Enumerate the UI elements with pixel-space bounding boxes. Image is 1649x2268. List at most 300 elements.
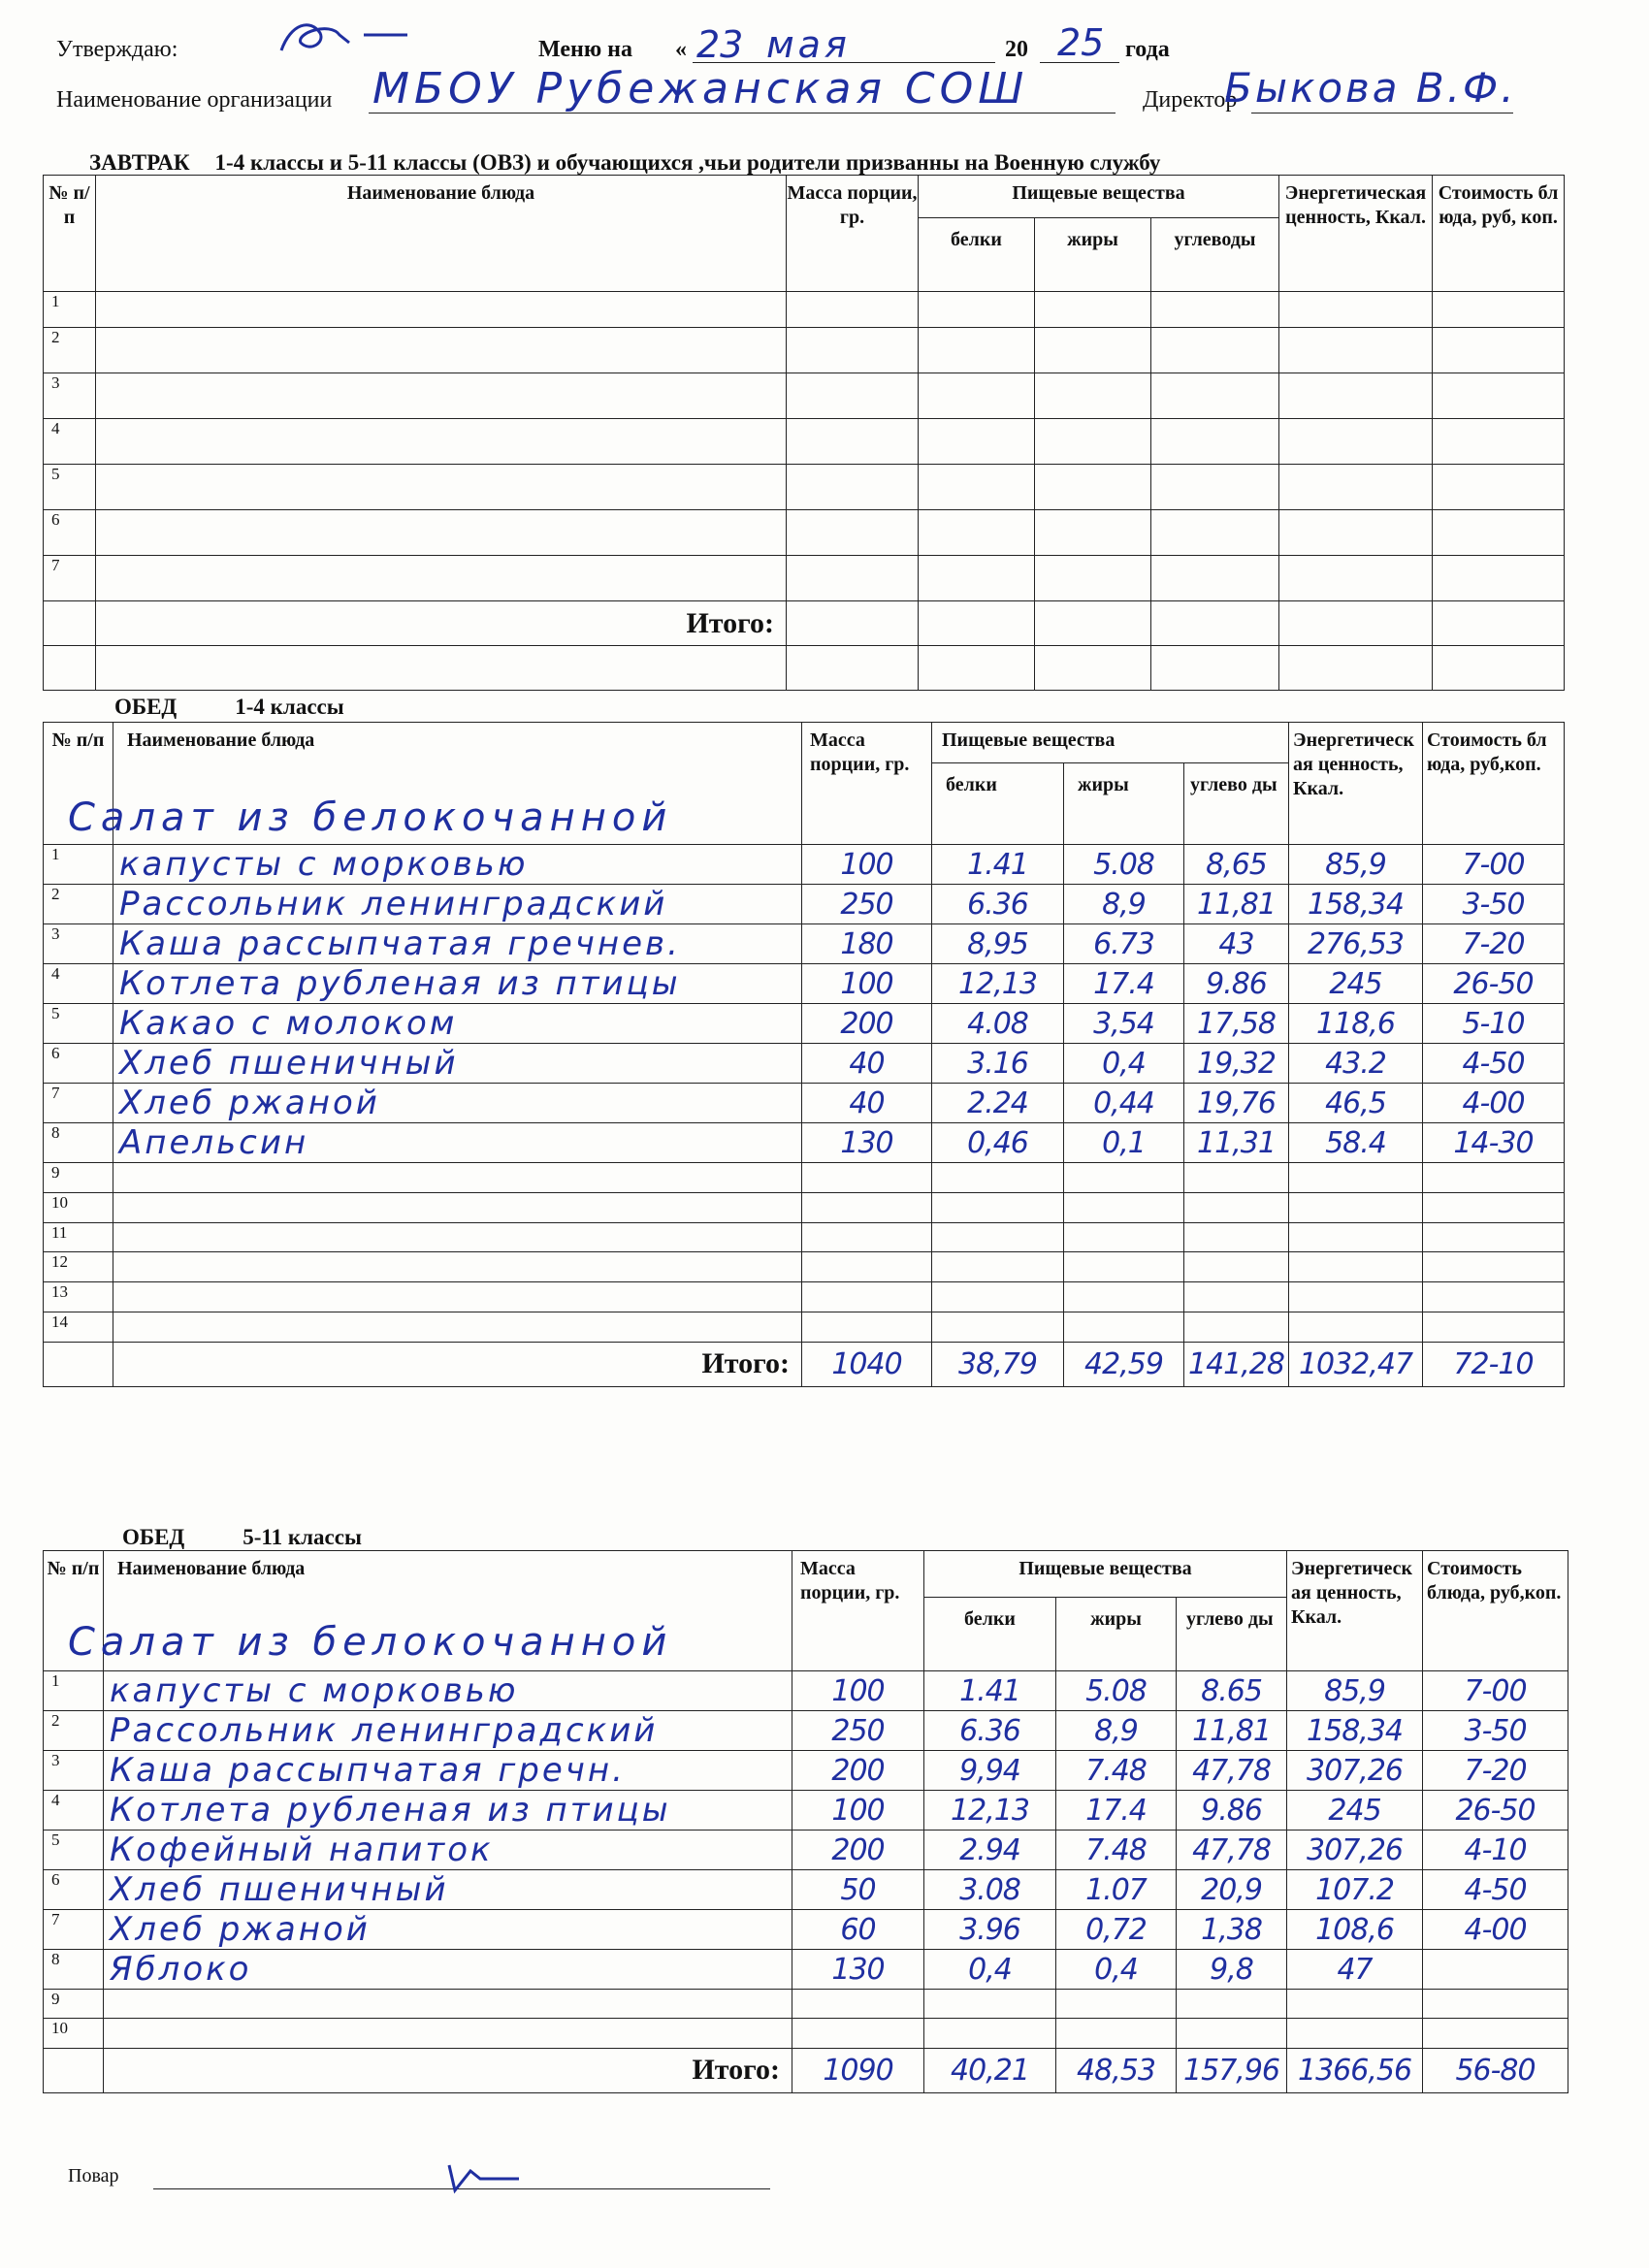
dish-mass: 130 [802, 1123, 932, 1163]
total-row [44, 1342, 1565, 1386]
year-prefix: 20 [1005, 37, 1028, 62]
empty-cell [1433, 292, 1565, 328]
empty-cell [1035, 601, 1151, 646]
row-number: 14 [44, 1312, 113, 1342]
row-number: 8 [44, 1950, 104, 1990]
col-header-mass: Масса порции, гр. [792, 1551, 924, 1671]
lunch1-first-dish-line: Салат из белокочанной [68, 795, 673, 840]
row-number: 11 [44, 1222, 113, 1252]
dish-cost: 4-50 [1423, 1870, 1568, 1910]
director-name: Быкова В.Ф. [1224, 64, 1517, 112]
dish-cost: 7-20 [1423, 1751, 1568, 1791]
dish-fat: 0,4 [1064, 1044, 1184, 1084]
row-number: 1 [44, 845, 113, 885]
empty-cell [1279, 328, 1433, 373]
table-row [44, 1252, 1565, 1282]
dish-mass [802, 1222, 932, 1252]
empty-cell [1433, 646, 1565, 691]
row-number: 10 [44, 2019, 104, 2048]
dish-energy: 43.2 [1289, 1044, 1423, 1084]
empty-cell [96, 419, 787, 465]
dish-carbs: 47,78 [1177, 1831, 1287, 1870]
dish-name: капусты с морковью [104, 1671, 792, 1711]
col-header-number: № п/п [44, 723, 113, 845]
dish-cost [1423, 1990, 1568, 2019]
dish-energy: 58.4 [1289, 1123, 1423, 1163]
empty-cell [1279, 419, 1433, 465]
empty-cell [44, 601, 96, 646]
dish-name: Яблоко [104, 1950, 792, 1990]
empty-cell [919, 419, 1035, 465]
empty-cell [44, 2048, 104, 2092]
dish-fat: 0,4 [1056, 1950, 1177, 1990]
menu-date-day: 23 [696, 23, 744, 66]
empty-cell [787, 465, 919, 510]
dish-energy: 107.2 [1287, 1870, 1423, 1910]
empty-cell [1433, 510, 1565, 556]
col-header-name: Наименование блюда [104, 1551, 792, 1671]
empty-cell [787, 373, 919, 419]
empty-cell [1433, 328, 1565, 373]
dish-carbs [1177, 1990, 1287, 2019]
dish-energy: 276,53 [1289, 924, 1423, 964]
row-number: 2 [44, 885, 113, 924]
table-row [44, 1282, 1565, 1312]
dish-energy: 307,26 [1287, 1751, 1423, 1791]
table-row [44, 1222, 1565, 1252]
table-row [44, 1751, 1568, 1791]
dish-name: Хлеб пшеничный [104, 1870, 792, 1910]
dish-name: Каша рассыпчатая гречнев. [113, 924, 802, 964]
table-row [44, 328, 1565, 373]
dish-mass [802, 1252, 932, 1282]
breakfast-subtitle: 1-4 классы и 5-11 классы (ОВЗ) и обучающихся ,чьи родители призванны на Военную службу [214, 150, 1161, 175]
dish-fat: 1.07 [1056, 1870, 1177, 1910]
total-mass: 1040 [802, 1342, 932, 1386]
dish-carbs: 11,81 [1177, 1711, 1287, 1751]
table-row [44, 1084, 1565, 1123]
table-row [44, 646, 1565, 691]
col-header-name: Наименование блюда [113, 723, 802, 845]
dish-energy: 158,34 [1287, 1711, 1423, 1751]
empty-cell [96, 465, 787, 510]
dish-protein: 6.36 [932, 885, 1064, 924]
dish-mass: 200 [802, 1004, 932, 1044]
dish-cost [1423, 1282, 1565, 1312]
dish-protein: 1.41 [924, 1671, 1056, 1711]
total-protein: 40,21 [924, 2048, 1056, 2092]
dish-protein [932, 1192, 1064, 1222]
total-fat: 42,59 [1064, 1342, 1184, 1386]
table-row [44, 1831, 1568, 1870]
empty-cell [1279, 601, 1433, 646]
dish-carbs [1184, 1282, 1289, 1312]
col-header-carbs: углево ды [1177, 1598, 1287, 1671]
dish-protein [932, 1222, 1064, 1252]
empty-cell [1279, 556, 1433, 601]
breakfast-section-title [89, 150, 1160, 176]
dish-name: Котлета рубленая из птицы [113, 964, 802, 1004]
table-row [44, 419, 1565, 465]
col-header-energy: Энергетическая ценность, Ккал. [1287, 1551, 1423, 1671]
dish-mass [792, 1990, 924, 2019]
dish-cost [1423, 1222, 1565, 1252]
dish-name [113, 1252, 802, 1282]
empty-cell [1279, 292, 1433, 328]
dish-cost: 3-50 [1423, 885, 1565, 924]
dish-carbs: 8,65 [1184, 845, 1289, 885]
dish-mass: 40 [802, 1044, 932, 1084]
dish-mass: 200 [792, 1751, 924, 1791]
dish-mass [802, 1282, 932, 1312]
empty-cell [1151, 465, 1279, 510]
total-protein: 38,79 [932, 1342, 1064, 1386]
lunch2-title: ОБЕД [122, 1525, 185, 1549]
table-row [44, 1192, 1565, 1222]
col-header-nutrients: Пищевые вещества [932, 723, 1289, 763]
empty-cell [1151, 328, 1279, 373]
year-suffix: 25 [1057, 21, 1105, 64]
dish-cost: 3-50 [1423, 1711, 1568, 1751]
dish-carbs: 47,78 [1177, 1751, 1287, 1791]
dish-carbs: 9.86 [1184, 964, 1289, 1004]
dish-protein [932, 1282, 1064, 1312]
row-number: 3 [44, 373, 96, 419]
col-header-mass: Масса порции, гр. [787, 176, 919, 292]
col-header-name: Наименование блюда [96, 176, 787, 292]
empty-cell [1151, 510, 1279, 556]
dish-fat: 7.48 [1056, 1831, 1177, 1870]
dish-cost: 26-50 [1423, 964, 1565, 1004]
empty-cell [1151, 601, 1279, 646]
dish-protein [924, 1990, 1056, 2019]
total-label: Итого: [104, 2048, 792, 2092]
dish-name [113, 1163, 802, 1193]
approval-signature [272, 14, 417, 62]
total-label: Итого: [96, 601, 787, 646]
empty-cell [1151, 292, 1279, 328]
empty-cell [1279, 373, 1433, 419]
dish-carbs [1184, 1312, 1289, 1342]
dish-cost: 4-50 [1423, 1044, 1565, 1084]
dish-fat: 0,72 [1056, 1910, 1177, 1950]
empty-cell [919, 646, 1035, 691]
breakfast-title: ЗАВТРАК [89, 150, 190, 175]
dish-name [113, 1192, 802, 1222]
lunch1-title: ОБЕД [114, 695, 178, 719]
total-carbs: 157,96 [1177, 2048, 1287, 2092]
dish-energy [1289, 1312, 1423, 1342]
dish-carbs [1177, 2019, 1287, 2048]
table-row [44, 1163, 1565, 1193]
dish-energy: 307,26 [1287, 1831, 1423, 1870]
dish-mass: 50 [792, 1870, 924, 1910]
dish-name: Рассольник ленинградский [104, 1711, 792, 1751]
dish-name: Апельсин [113, 1123, 802, 1163]
col-header-nutrients: Пищевые вещества [924, 1551, 1287, 1598]
dish-name [104, 2019, 792, 2048]
row-number: 3 [44, 924, 113, 964]
dish-name: Каша рассыпчатая гречн. [104, 1751, 792, 1791]
dish-name [113, 1282, 802, 1312]
col-header-number: № п/п [44, 1551, 104, 1671]
dish-fat [1056, 2019, 1177, 2048]
dish-fat: 0,44 [1064, 1084, 1184, 1123]
empty-cell [919, 601, 1035, 646]
dish-protein: 0,46 [932, 1123, 1064, 1163]
dish-fat: 8,9 [1064, 885, 1184, 924]
empty-cell [1433, 556, 1565, 601]
org-label: Наименование организации [56, 87, 333, 113]
row-number: 13 [44, 1282, 113, 1312]
total-carbs: 141,28 [1184, 1342, 1289, 1386]
dish-fat [1064, 1222, 1184, 1252]
lunch2-subtitle: 5-11 классы [242, 1525, 362, 1549]
col-header-energy: Энергетическая ценность, Ккал. [1289, 723, 1423, 845]
dish-carbs [1184, 1252, 1289, 1282]
dish-mass: 130 [792, 1950, 924, 1990]
row-number: 3 [44, 1751, 104, 1791]
director-label: Директор [1143, 87, 1238, 113]
dish-cost [1423, 1252, 1565, 1282]
dish-cost [1423, 2019, 1568, 2048]
table-row [44, 924, 1565, 964]
dish-protein: 6.36 [924, 1711, 1056, 1751]
empty-cell [919, 556, 1035, 601]
lunch2-section-title [122, 1525, 420, 1550]
dish-fat: 8,9 [1056, 1711, 1177, 1751]
row-number: 4 [44, 964, 113, 1004]
dish-fat: 3,54 [1064, 1004, 1184, 1044]
dish-cost: 7-00 [1423, 1671, 1568, 1711]
row-number: 6 [44, 510, 96, 556]
dish-fat: 5.08 [1064, 845, 1184, 885]
table-row [44, 1910, 1568, 1950]
dish-protein: 12,13 [924, 1791, 1056, 1831]
row-number: 7 [44, 1084, 113, 1123]
empty-cell [96, 646, 787, 691]
table-row [44, 1990, 1568, 2019]
table-row [44, 1123, 1565, 1163]
table-row [44, 1044, 1565, 1084]
total-mass: 1090 [792, 2048, 924, 2092]
dish-protein: 8,95 [932, 924, 1064, 964]
empty-cell [96, 510, 787, 556]
dish-name [113, 1222, 802, 1252]
dish-energy: 118,6 [1289, 1004, 1423, 1044]
dish-name [104, 1990, 792, 2019]
row-number: 9 [44, 1163, 113, 1193]
dish-energy: 85,9 [1289, 845, 1423, 885]
dish-name: капусты с морковью [113, 845, 802, 885]
empty-cell [919, 510, 1035, 556]
total-row [44, 2048, 1568, 2092]
quote-open: « [675, 37, 687, 62]
dish-carbs: 9,8 [1177, 1950, 1287, 1990]
col-header-protein: белки [919, 218, 1035, 292]
dish-energy [1289, 1252, 1423, 1282]
dish-cost: 4-10 [1423, 1831, 1568, 1870]
table-row [44, 1312, 1565, 1342]
dish-mass: 40 [802, 1084, 932, 1123]
dish-cost [1423, 1192, 1565, 1222]
dish-name: Котлета рубленая из птицы [104, 1791, 792, 1831]
row-number: 1 [44, 1671, 104, 1711]
dish-mass: 200 [792, 1831, 924, 1870]
table-row [44, 845, 1565, 885]
empty-cell [96, 328, 787, 373]
table-row [44, 1004, 1565, 1044]
dish-name: Хлеб ржаной [104, 1910, 792, 1950]
col-header-mass: Масса порции, гр. [802, 723, 932, 845]
empty-cell [96, 556, 787, 601]
empty-cell [919, 373, 1035, 419]
dish-energy: 108,6 [1287, 1910, 1423, 1950]
row-number: 12 [44, 1252, 113, 1282]
cook-signature [441, 2157, 529, 2196]
col-header-energy: Энергетическая ценность, Ккал. [1279, 176, 1433, 292]
row-number: 2 [44, 1711, 104, 1751]
dish-energy [1289, 1282, 1423, 1312]
col-header-nutrients: Пищевые вещества [919, 176, 1279, 218]
table-row [44, 1950, 1568, 1990]
col-header-carbs: углеводы [1151, 218, 1279, 292]
dish-mass: 250 [802, 885, 932, 924]
lunch1-subtitle: 1-4 классы [235, 695, 344, 719]
breakfast-table [43, 175, 1565, 691]
row-number: 4 [44, 1791, 104, 1831]
dish-protein [932, 1163, 1064, 1193]
empty-cell [1279, 465, 1433, 510]
dish-mass: 100 [802, 845, 932, 885]
dish-fat: 7.48 [1056, 1751, 1177, 1791]
cook-label: Повар [68, 2165, 119, 2187]
dish-carbs: 9.86 [1177, 1791, 1287, 1831]
empty-cell [919, 328, 1035, 373]
dish-protein: 3.08 [924, 1870, 1056, 1910]
dish-fat [1056, 1990, 1177, 2019]
empty-cell [787, 646, 919, 691]
table-row [44, 1791, 1568, 1831]
empty-cell [1279, 510, 1433, 556]
dish-energy: 46,5 [1289, 1084, 1423, 1123]
total-label: Итого: [113, 1342, 802, 1386]
dish-energy: 245 [1289, 964, 1423, 1004]
row-number: 9 [44, 1990, 104, 2019]
empty-cell [787, 292, 919, 328]
dish-protein: 3.16 [932, 1044, 1064, 1084]
total-cost: 72-10 [1423, 1342, 1565, 1386]
dish-cost: 7-00 [1423, 845, 1565, 885]
empty-cell [1035, 556, 1151, 601]
table-row [44, 964, 1565, 1004]
dish-carbs: 19,32 [1184, 1044, 1289, 1084]
row-number: 7 [44, 556, 96, 601]
dish-cost: 26-50 [1423, 1791, 1568, 1831]
total-row [44, 601, 1565, 646]
empty-cell [1151, 373, 1279, 419]
dish-protein: 0,4 [924, 1950, 1056, 1990]
col-header-cost: Стоимость блюда, руб, коп. [1433, 176, 1565, 292]
dish-energy [1289, 1163, 1423, 1193]
dish-name: Какао с молоком [113, 1004, 802, 1044]
table-row [44, 1671, 1568, 1711]
dish-fat: 6.73 [1064, 924, 1184, 964]
dish-mass: 100 [792, 1671, 924, 1711]
dish-cost: 7-20 [1423, 924, 1565, 964]
menu-date-month: мая [766, 23, 851, 66]
lunch1-section-title [114, 695, 403, 720]
dish-energy [1287, 1990, 1423, 2019]
table-row [44, 510, 1565, 556]
dish-protein [924, 2019, 1056, 2048]
dish-carbs: 20,9 [1177, 1870, 1287, 1910]
dish-name: Рассольник ленинградский [113, 885, 802, 924]
dish-carbs: 43 [1184, 924, 1289, 964]
col-header-cost: Стоимость блюда, руб,коп. [1423, 723, 1565, 845]
empty-cell [1433, 465, 1565, 510]
dish-energy: 245 [1287, 1791, 1423, 1831]
table-row [44, 1711, 1568, 1751]
total-energy: 1366,56 [1287, 2048, 1423, 2092]
dish-protein: 9,94 [924, 1751, 1056, 1791]
col-header-carbs: углево ды [1184, 763, 1289, 845]
col-header-cost: Стоимость блюда, руб,коп. [1423, 1551, 1568, 1671]
empty-cell [787, 601, 919, 646]
col-header-fat: жиры [1064, 763, 1184, 845]
dish-protein: 2.94 [924, 1831, 1056, 1870]
table-row [44, 556, 1565, 601]
table-row [44, 885, 1565, 924]
empty-cell [919, 465, 1035, 510]
total-cost: 56-80 [1423, 2048, 1568, 2092]
row-number: 8 [44, 1123, 113, 1163]
empty-cell [787, 328, 919, 373]
dish-protein [932, 1252, 1064, 1282]
empty-cell [1035, 646, 1151, 691]
row-number: 7 [44, 1910, 104, 1950]
dish-mass [802, 1312, 932, 1342]
dish-fat [1064, 1252, 1184, 1282]
dish-carbs: 11,31 [1184, 1123, 1289, 1163]
table-row [44, 2019, 1568, 2048]
dish-protein: 2.24 [932, 1084, 1064, 1123]
dish-protein: 3.96 [924, 1910, 1056, 1950]
empty-cell [787, 510, 919, 556]
org-name: МБОУ Рубежанская СОШ [372, 64, 1029, 113]
total-energy: 1032,47 [1289, 1342, 1423, 1386]
dish-name: Хлеб ржаной [113, 1084, 802, 1123]
table-row [44, 292, 1565, 328]
empty-cell [1035, 419, 1151, 465]
dish-carbs: 8.65 [1177, 1671, 1287, 1711]
empty-cell [1035, 292, 1151, 328]
dish-fat [1064, 1163, 1184, 1193]
dish-mass [802, 1192, 932, 1222]
dish-carbs: 19,76 [1184, 1084, 1289, 1123]
row-number: 6 [44, 1870, 104, 1910]
empty-cell [1151, 556, 1279, 601]
empty-cell [44, 646, 96, 691]
empty-cell [1035, 373, 1151, 419]
total-fat: 48,53 [1056, 2048, 1177, 2092]
col-header-fat: жиры [1035, 218, 1151, 292]
dish-fat: 0,1 [1064, 1123, 1184, 1163]
dish-mass [802, 1163, 932, 1193]
dish-cost: 4-00 [1423, 1084, 1565, 1123]
empty-cell [96, 292, 787, 328]
lunch2-first-dish-line: Салат из белокочанной [68, 1620, 673, 1665]
